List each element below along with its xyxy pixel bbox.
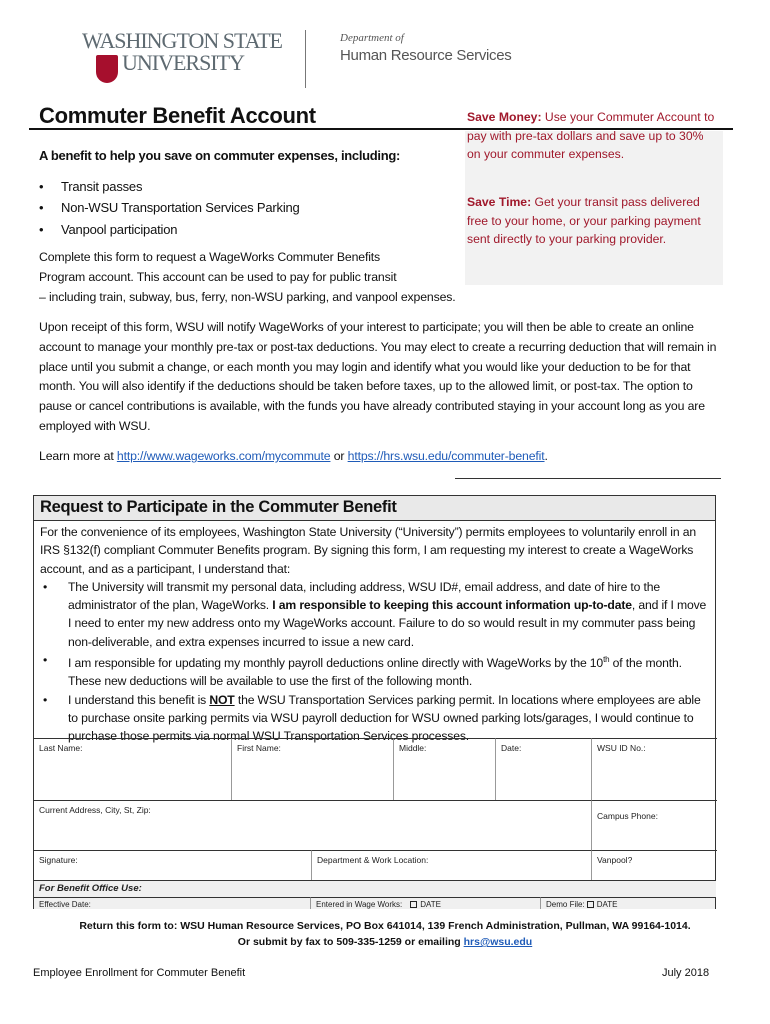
entered-label: Entered in Wage Works:	[316, 900, 403, 909]
subtitle: A benefit to help you save on commuter expenses, including:	[39, 148, 401, 163]
checkbox-icon[interactable]	[410, 901, 417, 908]
t-bold: I am responsible to keeping this account information up-to-date	[272, 598, 632, 613]
section-intro: For the convenience of its employees, Washington State University (“University”) permits employees to voluntarily enroll in an IRS §132(f) compliant Commuter Benefits program. By signing this form, I am requesting my interest to create a WageWorks account, and as a participant, I understand that:	[40, 525, 696, 576]
cougar-shield-icon	[96, 55, 118, 83]
date-option: DATE	[596, 900, 618, 909]
t: , and if I move I need to enter my new address onto my WageWorks account. Failure to do so would result in my commuter pass being non-deliverable, and extra expenses incurred to issue a new card.	[68, 598, 707, 649]
wageworks-link[interactable]: http://www.wageworks.com/mycommute	[116, 449, 331, 463]
save-time-text: Get your transit pass delivered free to your home, or your parking payment sent directly to your parking provider.	[467, 195, 701, 247]
benefit-text: Vanpool participation	[61, 222, 178, 237]
demo-file-field[interactable]	[540, 897, 716, 909]
t: the WSU Transportation Services parking permit. In locations where employees are able to purchase onsite parking permits via WSU payroll deduction for WSU owned parking lots/garages, I would continue to purchase those permits via normal WSU Transportation Services processes.	[68, 692, 701, 744]
campus-phone-field[interactable]: Campus Phone:	[591, 800, 717, 850]
intro-line: – including train, subway, bus, ferry, non-WSU parking, and vanpool expenses.	[39, 289, 456, 304]
date-field[interactable]: Date:	[495, 738, 591, 800]
save-money-label: Save Money:	[467, 110, 542, 124]
dept-name: Human Resource Services	[340, 47, 512, 64]
fax-text: Or submit by fax to 509-335-1259 or emailing	[237, 936, 464, 948]
benefit-item: • Transit passes	[39, 179, 143, 194]
learn-mid: or	[330, 449, 348, 463]
footer-left: Employee Enrollment for Commuter Benefit	[33, 967, 246, 979]
t: The University will transmit my personal data, including address, WSU ID#, email address, and date of hire to the administrator of the plan, WageWorks.	[68, 579, 661, 613]
logo-line1: WASHINGTON STATE	[82, 28, 282, 53]
benefit-item: • Non-WSU Transportation Services Parking	[39, 200, 300, 215]
section-rule	[455, 478, 721, 479]
last-name-field[interactable]: Last Name:	[34, 738, 231, 800]
terms-item	[40, 578, 712, 651]
middle-field[interactable]: Middle:	[393, 738, 495, 800]
learn-more	[39, 447, 548, 467]
hrs-link[interactable]: https://hrs.wsu.edu/commuter-benefit	[347, 449, 545, 463]
learn-prefix: Learn more at	[39, 449, 117, 463]
t: I am responsible for updating my monthly payroll deductions online directly with WageWorks by the 10	[68, 656, 604, 671]
save-time-label: Save Time:	[467, 195, 532, 209]
save-money	[467, 108, 717, 164]
wsu-id-field[interactable]: WSU ID No.:	[591, 738, 717, 800]
office-use-heading: For Benefit Office Use:	[33, 880, 716, 897]
date-option: DATE	[420, 900, 442, 909]
section-heading: Request to Participate in the Commuter Benefit	[34, 496, 715, 521]
effective-date-field[interactable]: Effective Date:	[33, 897, 310, 909]
intro-paragraph	[39, 248, 519, 307]
footer-date: July 2018	[662, 967, 710, 979]
section-body	[40, 523, 712, 746]
checkbox-icon[interactable]	[587, 901, 594, 908]
demo-label: Demo File:	[546, 900, 585, 909]
first-name-field[interactable]: First Name:	[231, 738, 393, 800]
address-field[interactable]: Current Address, City, St, Zip:	[34, 800, 591, 850]
t-bold: NOT	[209, 692, 235, 707]
intro-line: Program account. This account can be used to pay for public transit	[39, 269, 397, 284]
page-title: Commuter Benefit Account	[39, 103, 316, 128]
learn-suffix: .	[544, 449, 548, 463]
benefit-item: • Vanpool participation	[39, 222, 178, 237]
logo-divider	[305, 30, 306, 88]
terms-item	[40, 651, 712, 691]
t: I understand this benefit is	[68, 692, 210, 707]
intro-line: Complete this form to request a WageWorks Commuter Benefits	[39, 250, 381, 264]
return-address: Return this form to: WSU Human Resource Services, PO Box 641014, 139 French Administration, Pullman, WA 99164-1014.	[79, 920, 691, 932]
email-link[interactable]: hrs@wsu.edu	[463, 936, 533, 948]
t: of the month. These new deductions will be available to use the first of the following month.	[68, 656, 682, 689]
wsu-logo	[82, 30, 282, 74]
process-paragraph: Upon receipt of this form, WSU will notify WageWorks of your interest to participate; you will then be able to create an online account to manage your monthly pre-tax or post-tax deductions. You may elect to create a recurring deduction that will remain in place until you submit a change, or each month you may login and identify what you would like your deduction to be for that month. You will also identify if the deductions should be taken before taxes, up to the allowed limit, or post-tax. The option to pause or cancel contributions is available, with the funds you have already contributed staying in your account long as you are employed with WSU.	[39, 320, 717, 433]
benefit-text: Non-WSU Transportation Services Parking	[61, 200, 300, 215]
save-money-text: Use your Commuter Account to pay with pre-tax dollars and save up to 30% on your commuter expenses.	[467, 110, 715, 162]
participation-section	[33, 495, 716, 909]
logo-line2: UNIVERSITY	[122, 50, 244, 75]
dept-label: Department of	[340, 32, 404, 44]
entered-wageworks-field[interactable]	[310, 897, 540, 909]
save-time	[467, 193, 717, 249]
signature-field[interactable]: Signature:	[34, 850, 311, 881]
fax-email-line	[0, 936, 770, 948]
benefit-text: Transit passes	[61, 179, 143, 194]
vanpool-field[interactable]: Vanpool?	[591, 850, 717, 881]
t-sup: th	[603, 655, 610, 665]
dept-location-field[interactable]: Department & Work Location:	[311, 850, 591, 881]
